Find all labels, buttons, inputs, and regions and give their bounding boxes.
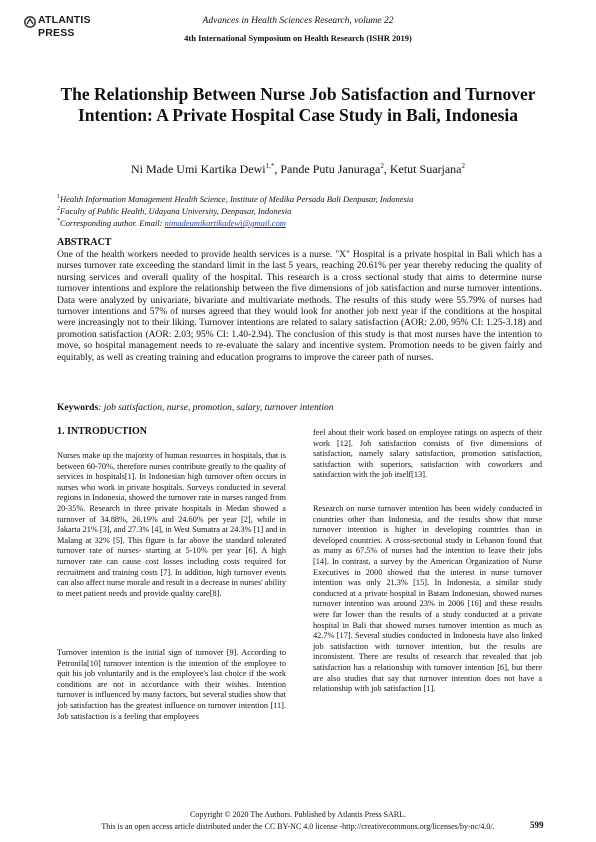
logo-text-line2: PRESS — [38, 27, 75, 39]
keywords-label: Keywords — [57, 403, 99, 413]
license-notice: This is an open access article distributed under the CC BY-NC 4.0 license -http://creativecommons.org/licenses/by-nc/4.0/. — [101, 822, 495, 831]
keywords-list: : job satisfaction, nurse, promotion, salary, turnover intention — [98, 403, 334, 413]
section-heading: 1. INTRODUCTION — [57, 426, 148, 437]
paragraph: feel about their work based on employee ratings on aspects of their work [12]. Job satisfaction consists of five dimensions of satisfaction, namely salary satisfaction, promotion satisfaction, satisfaction with superiors, satisfaction with coworkers and satisfaction with the job itself[13]. — [313, 428, 542, 480]
abstract-heading: ABSTRACT — [57, 237, 112, 248]
author-name: Ni Made Umi Kartika Dewi — [130, 162, 266, 176]
affiliation-1: $^1$Health Information Management Health Science, Institute of Medika Persada Bali Denpasar, Indonesia — [57, 193, 414, 204]
author-email-link[interactable]: nimadeumikartikadewi@gmail.com — [164, 217, 286, 228]
author-affil-sup: 2 — [380, 162, 384, 170]
paragraph: Turnover intention is the initial sign of turnover [9]. According to Petronila[10] turnover intention is the intention of the employee to quit his job voluntarily and is the employee's last choice if the work conditions are not in accordance with their wishes. Intention turnover is influenced by many factors, but several studies show that job satisfaction has the greatest influence on turnover intention [11]. Job satisfaction is a feeling that employees — [57, 648, 286, 721]
page-number: 599 — [530, 820, 544, 830]
journal-name: Advances in Health Sciences Research, volume 22 — [202, 16, 394, 26]
keywords — [57, 403, 542, 413]
author-name: Pande Putu Januraga — [280, 162, 381, 176]
paragraph: Nurses make up the majority of human resources in hospitals, that is between 60-70%, therefore nurses contribute greatly to the quality of services in hospitals[1]. In Indonesian high turnover often occurs in nurses who work in private hospitals. Surveys conducted in several regions in Indonesia, showed the turnover rate in nurses ranged from 20-35%. Research in three private hospitals in Medan showed a turnover of 34.88%, 26.19% and 24.60% per year [2], while in Jakarta 21% [3], and 27.3% [4], in West Sumatra at 24.3% [1] and in Malang at 32% [5]. This figure is far above the standard tolerated turnover rate of nurses- starting at 5-10% per year [6]. A high turnover rate can cause cost losses including costs required for recruitment and training costs [7]. In addition, high turnover events can also affect nurse morale and result in a decrease in nurses' ability to meet patient needs and provide quality care[8]. — [57, 451, 287, 598]
copyright-notice: Copyright © 2020 The Authors. Published by Atlantis Press SARL. — [190, 810, 406, 819]
logo-text-line1: ATLANTIS — [38, 14, 91, 26]
paper-title: The Relationship Between Nurse Job Satisfaction and Turnover Intention: A Private Hospital Case Study in Bali, Indonesia — [60, 84, 536, 125]
corresponding-author: *Corresponding author. Email: nimadeumikartikadewi@gmail.com — [57, 217, 286, 228]
author-separator: , — [383, 162, 390, 176]
author-affil-sup: 2 — [461, 162, 466, 170]
paragraph: Research on nurse turnover intention has been widely conducted in countries other than Indonesia, and the results show that nurse turnover intention is higher in developing countries than in developed countries. A cross-sectional study in Lebanon found that as many as 67.5% of nurses had the intention to leave their jobs [14]. In contrast, a survey by the American Organization of Nurse Executives in 2000 showed that the interest in nurse turnover intention was only 21.3% [15]. In Indonesia, a similar study conducted at a private hospital in Batam Indonesian, showed nurses turnover intention was around 23% in 2006 [16] and these results were far lower than the results of a study conducted at a private hospital in Bali that showed nurses turnover intention as much as 42.7% [17]. Several studies conducted in Indonesia have also linked job satisfaction with turnover intention, but the results are inconsistent. There are results of research that revealed that job satisfaction has a relationship with turnover intention [6], but there are also studies that say that turnover intention does not have a relationship with job satisfaction [1]. — [313, 504, 542, 694]
author-affil-sup: 1,* — [265, 162, 275, 170]
author-name: Ketut Suarjana — [389, 162, 462, 176]
conference-name: 4th International Symposium on Health Research (ISHR 2019) — [184, 33, 412, 43]
author-separator: , — [274, 162, 281, 176]
abstract-text: One of the health workers needed to provide health services is a nurse. "X" Hospital is a private hospital in Bali which has a nurses turnover rate exceeding the standard limit in the last 5 years, reaching 20.61% per year thereby reducing the quality of nursing services and overall quality of the hospital. This research is a cross sectional study that aims to determine nurse turnover intentions and explore the relationship between the five dimensions of job satisfaction and nurse turnover intentions. Data were analyzed by univariate, bivariate and multivariate methods. The results of this study were 55.79% of nurses had turnover intentions and 57% of nurses agreed that they would look for another job next year if the conditions at the hospital were increasingly not to their liking. Turnover intentions are related to salary satisfaction (AOR: 2.00, 95% CI: 1.25-3.18) and promotion satisfaction (AOR: 2.03; 95% CI: 1.40-2.94). The conclusion of this study is that most nurses have the intention to move, so hospital management needs to re-evaluate the salary and incentive system. Promotion needs to be given fairly and equitably, as well as creating training and education programs to improve the career path of nurses. — [57, 250, 542, 363]
author-list — [20, 162, 576, 177]
affiliation-2: $^2$Faculty of Public Health, Udayana University, Denpasar, Indonesia — [57, 205, 292, 216]
